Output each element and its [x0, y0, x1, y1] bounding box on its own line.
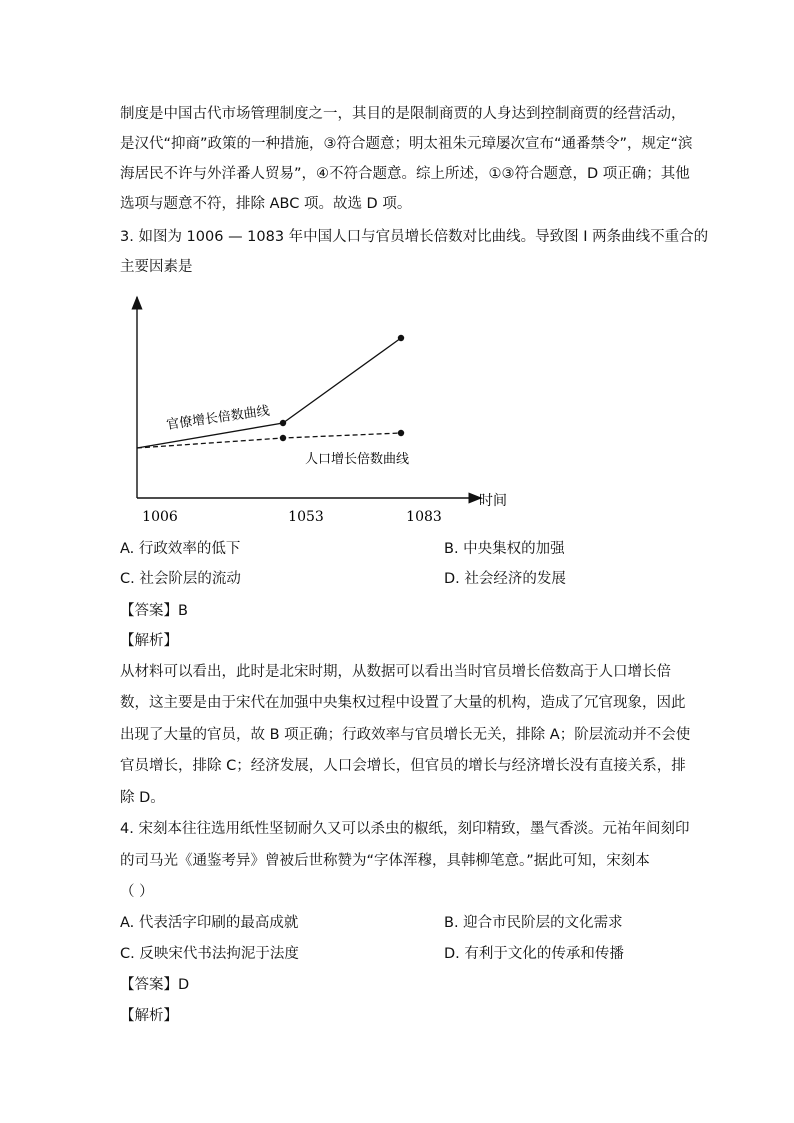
- q3-stem-line-1: 3. 如图为 1006 — 1083 年中国人口与官员增长倍数对比曲线。导致图 I 两条曲线不重合的: [120, 229, 709, 245]
- q3-analysis-line-1: 从材料可以看出，此时是北宋时期，从数据可以看出当时官员增长倍数高于人口增长倍: [120, 664, 671, 680]
- q3-analysis-label: 【解析】: [120, 633, 178, 649]
- prev-paragraph-line-3: 海居民不许与外洋番人贸易”，④不符合题意。综上所述，①③符合题意，D 项正确；其他: [120, 166, 690, 182]
- prev-paragraph-line-4: 选项与题意不符，排除 ABC 项。故选 D 项。: [120, 196, 412, 212]
- series-0-point-1: [280, 420, 286, 426]
- x-tick-label-0: 1006: [142, 509, 178, 525]
- q3-analysis-line-2: 数，这主要是由于宋代在加强中央集权过程中设置了大量的机构，造成了冗官现象，因此: [120, 695, 686, 711]
- q3-chart: [115, 285, 515, 530]
- q3-option-a[interactable]: A. 行政效率的低下: [120, 541, 241, 557]
- prev-paragraph-line-2: 是汉代“抑商”政策的一种措施，③符合题意；明太祖朱元璋屡次宣布“通番禁令”，规定“滨: [120, 136, 693, 152]
- x-axis-label: 时间: [479, 493, 507, 509]
- series-0-point-2: [398, 335, 404, 341]
- q4-stem-line-2: 的司马光《通鉴考异》曾被后世称赞为“字体浑穆，具韩柳笔意。”据此可知，宋刻本: [120, 853, 650, 869]
- series-line-1: [137, 433, 401, 448]
- x-tick-label-2: 1083: [406, 509, 442, 525]
- q3-analysis-line-5: 除 D。: [120, 790, 165, 806]
- q3-answer: 【答案】B: [120, 603, 188, 619]
- q3-option-d[interactable]: D. 社会经济的发展: [444, 571, 566, 587]
- q4-option-b[interactable]: B. 迎合市民阶层的文化需求: [444, 915, 623, 931]
- q3-analysis-line-3: 出现了大量的官员，故 B 项正确；行政效率与官员增长无关，排除 A；阶层流动并不会使: [120, 727, 691, 743]
- q4-answer: 【答案】D: [120, 977, 190, 993]
- series-label-population: 人口增长倍数曲线: [305, 452, 410, 467]
- q4-stem-line-1: 4. 宋刻本往往选用纸性坚韧耐久又可以杀虫的椒纸，刻印精致，墨气香淡。元祐年间刻印: [120, 821, 690, 837]
- series-1-point-1: [280, 435, 286, 441]
- series-label-officials: 官僚增长倍数曲线: [165, 403, 271, 433]
- q4-option-d[interactable]: D. 有利于文化的传承和传播: [444, 946, 624, 962]
- q4-option-c[interactable]: C. 反映宋代书法拘泥于法度: [120, 946, 299, 962]
- q3-stem-line-2: 主要因素是: [120, 259, 193, 275]
- q4-option-a[interactable]: A. 代表活字印刷的最高成就: [120, 915, 299, 931]
- q3-analysis-line-4: 官员增长，排除 C；经济发展，人口会增长，但官员的增长与经济增长没有直接关系，排: [120, 758, 686, 774]
- x-tick-label-1: 1053: [288, 509, 324, 525]
- q3-option-b[interactable]: B. 中央集权的加强: [444, 541, 565, 557]
- series-1-point-2: [398, 430, 404, 436]
- q4-stem-line-3: （ ）: [120, 884, 154, 900]
- q3-option-c[interactable]: C. 社会阶层的流动: [120, 571, 241, 587]
- prev-paragraph-line-1: 制度是中国古代市场管理制度之一，其目的是限制商贾的人身达到控制商贾的经营活动，: [120, 106, 686, 122]
- q4-analysis-label: 【解析】: [120, 1008, 178, 1024]
